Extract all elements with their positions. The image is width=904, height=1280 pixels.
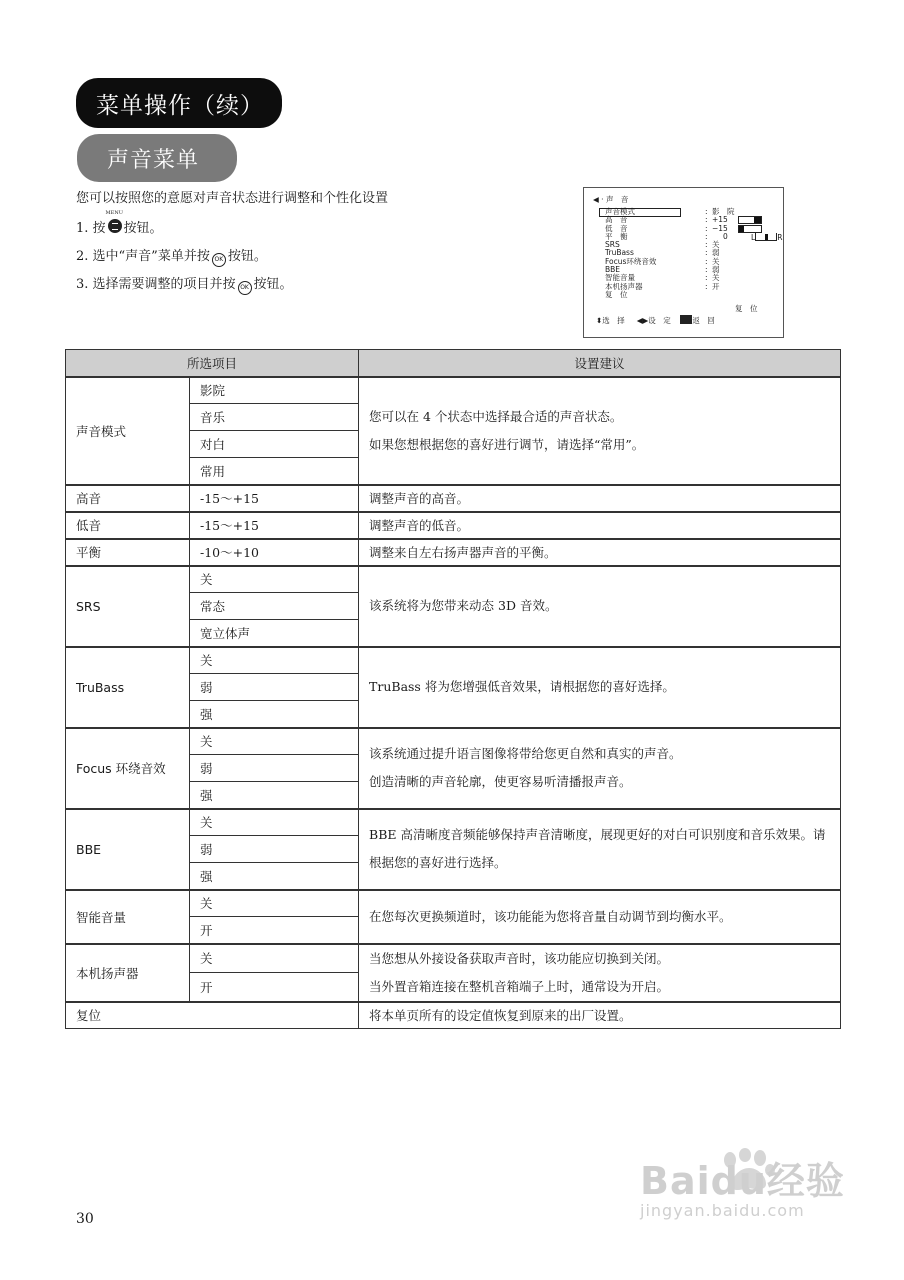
osd-row: SRS : 关 bbox=[605, 240, 720, 250]
watermark bbox=[640, 1150, 845, 1220]
menu-caption: MENU bbox=[105, 210, 123, 216]
treble-bar bbox=[738, 216, 762, 224]
item-desc: 该系统通过提升语言图像将带给您更自然和真实的声音。 创造清晰的声音轮廓，使更容易听清播报声音。 bbox=[359, 728, 841, 809]
subsection-title: 声音菜单 bbox=[77, 134, 237, 182]
intro-text: 您可以按照您的意愿对声音状态进行调整和个性化设置 bbox=[76, 191, 389, 206]
osd-title: ◀ · 声 音 bbox=[593, 195, 629, 204]
page-number: 30 bbox=[76, 1211, 94, 1227]
osd-row: BBE : 弱 bbox=[605, 265, 720, 275]
balance-bar: L R bbox=[751, 232, 783, 242]
option: 强 bbox=[190, 701, 359, 728]
osd-footer: ⬍选 择 ◀▶设 定 返 回 bbox=[596, 316, 715, 325]
item-name: 复位 bbox=[66, 1002, 359, 1029]
item-name: 低音 bbox=[66, 512, 190, 539]
ok-button-icon: OK bbox=[238, 281, 252, 295]
option: 宽立体声 bbox=[190, 620, 359, 647]
left-right-arrow-icon: ◀▶ bbox=[636, 316, 649, 325]
osd-row: 声音模式 : 影 院 bbox=[605, 207, 735, 216]
table-row bbox=[66, 485, 841, 512]
speaker-icon: ◀ · bbox=[593, 195, 604, 204]
option: 关 bbox=[190, 890, 359, 917]
bass-bar bbox=[738, 225, 762, 233]
table-row bbox=[66, 566, 841, 593]
item-name: BBE bbox=[66, 809, 190, 890]
item-desc: 当您想从外接设备获取声音时，该功能应切换到关闭。 当外置音箱连接在整机音箱端子上时，通常设为开启。 bbox=[359, 944, 841, 1002]
item-name: 本机扬声器 bbox=[66, 944, 190, 1002]
option: 常态 bbox=[190, 593, 359, 620]
table-row bbox=[66, 647, 841, 674]
option: 开 bbox=[190, 973, 359, 1002]
item-desc: 该系统将为您带来动态 3D 音效。 bbox=[359, 566, 841, 647]
item-name: 平衡 bbox=[66, 539, 190, 566]
option: 弱 bbox=[190, 836, 359, 863]
step-1: 1. 按 MENU 按钮。 bbox=[76, 210, 163, 236]
option: 音乐 bbox=[190, 404, 359, 431]
option: 影院 bbox=[190, 377, 359, 404]
option: 强 bbox=[190, 863, 359, 890]
item-name: 智能音量 bbox=[66, 890, 190, 944]
osd-reset-value: 复 位 bbox=[735, 304, 758, 313]
option: 常用 bbox=[190, 458, 359, 485]
item-name: 高音 bbox=[66, 485, 190, 512]
menu-button-icon bbox=[108, 219, 122, 233]
table-row bbox=[66, 944, 841, 973]
item-desc: TruBass 将为您增强低音效果，请根据您的喜好选择。 bbox=[359, 647, 841, 728]
item-name: TruBass bbox=[66, 647, 190, 728]
option: 关 bbox=[190, 647, 359, 674]
sound-settings-table bbox=[65, 349, 841, 1029]
section-title: 菜单操作（续） bbox=[76, 78, 282, 128]
ok-button-icon: OK bbox=[212, 253, 226, 267]
option: -10～+10 bbox=[190, 539, 359, 566]
table-row bbox=[66, 377, 841, 404]
step-2: 2. 选中“声音”菜单并按 OK 按钮。 bbox=[76, 245, 267, 267]
option: 对白 bbox=[190, 431, 359, 458]
table-header-suggestion: 设置建议 bbox=[359, 350, 841, 377]
item-desc: BBE 高清晰度音频能够保持声音清晰度，展现更好的对白可识别度和音乐效果。请根据您的喜好进行选择。 bbox=[359, 809, 841, 890]
osd-rows bbox=[605, 207, 783, 299]
option: 强 bbox=[190, 782, 359, 809]
item-name: 声音模式 bbox=[66, 377, 190, 485]
item-desc: 调整来自左右扬声器声音的平衡。 bbox=[359, 539, 841, 566]
osd-row: 平 衡 : 0 L R bbox=[605, 231, 783, 242]
menu-back-icon bbox=[680, 315, 692, 324]
item-desc: 调整声音的低音。 bbox=[359, 512, 841, 539]
watermark-url: jingyan.baidu.com bbox=[640, 1201, 805, 1220]
osd-row: 复 位 bbox=[605, 289, 628, 299]
table-header-item: 所选项目 bbox=[66, 350, 359, 377]
item-name: SRS bbox=[66, 566, 190, 647]
item-desc: 调整声音的高音。 bbox=[359, 485, 841, 512]
step-3: 3. 选择需要调整的项目并按 OK 按钮。 bbox=[76, 273, 293, 295]
option: -15～+15 bbox=[190, 512, 359, 539]
item-desc: 将本单页所有的设定值恢复到原来的出厂设置。 bbox=[359, 1002, 841, 1029]
item-desc: 在您每次更换频道时，该功能能为您将音量自动调节到均衡水平。 bbox=[359, 890, 841, 944]
table-row bbox=[66, 809, 841, 836]
osd-row: 低 音 : −15 bbox=[605, 225, 701, 233]
table-row bbox=[66, 539, 841, 566]
option: 弱 bbox=[190, 674, 359, 701]
option: 关 bbox=[190, 944, 359, 973]
osd-row: Focus环绕音效 : 关 bbox=[605, 256, 720, 266]
table-row bbox=[66, 890, 841, 917]
option: 关 bbox=[190, 728, 359, 755]
option: 开 bbox=[190, 917, 359, 944]
option: 关 bbox=[190, 809, 359, 836]
osd-sound-menu-preview bbox=[583, 187, 784, 338]
watermark-brand: Baidu经验 bbox=[640, 1159, 845, 1203]
option: -15～+15 bbox=[190, 485, 359, 512]
osd-row: 本机扬声器 : 开 bbox=[605, 281, 720, 291]
table-row bbox=[66, 1002, 841, 1029]
osd-row: 高 音 : +15 bbox=[605, 216, 701, 224]
table-row bbox=[66, 728, 841, 755]
item-name: Focus 环绕音效 bbox=[66, 728, 190, 809]
option: 关 bbox=[190, 566, 359, 593]
osd-row: 智能音量 : 关 bbox=[605, 273, 720, 283]
up-down-arrow-icon: ⬍ bbox=[596, 316, 603, 325]
item-desc: 您可以在 4 个状态中选择最合适的声音状态。 如果您想根据您的喜好进行调节，请选择“常用”。 bbox=[359, 377, 841, 485]
osd-row: TruBass : 弱 bbox=[605, 248, 720, 258]
table-row bbox=[66, 512, 841, 539]
option: 弱 bbox=[190, 755, 359, 782]
